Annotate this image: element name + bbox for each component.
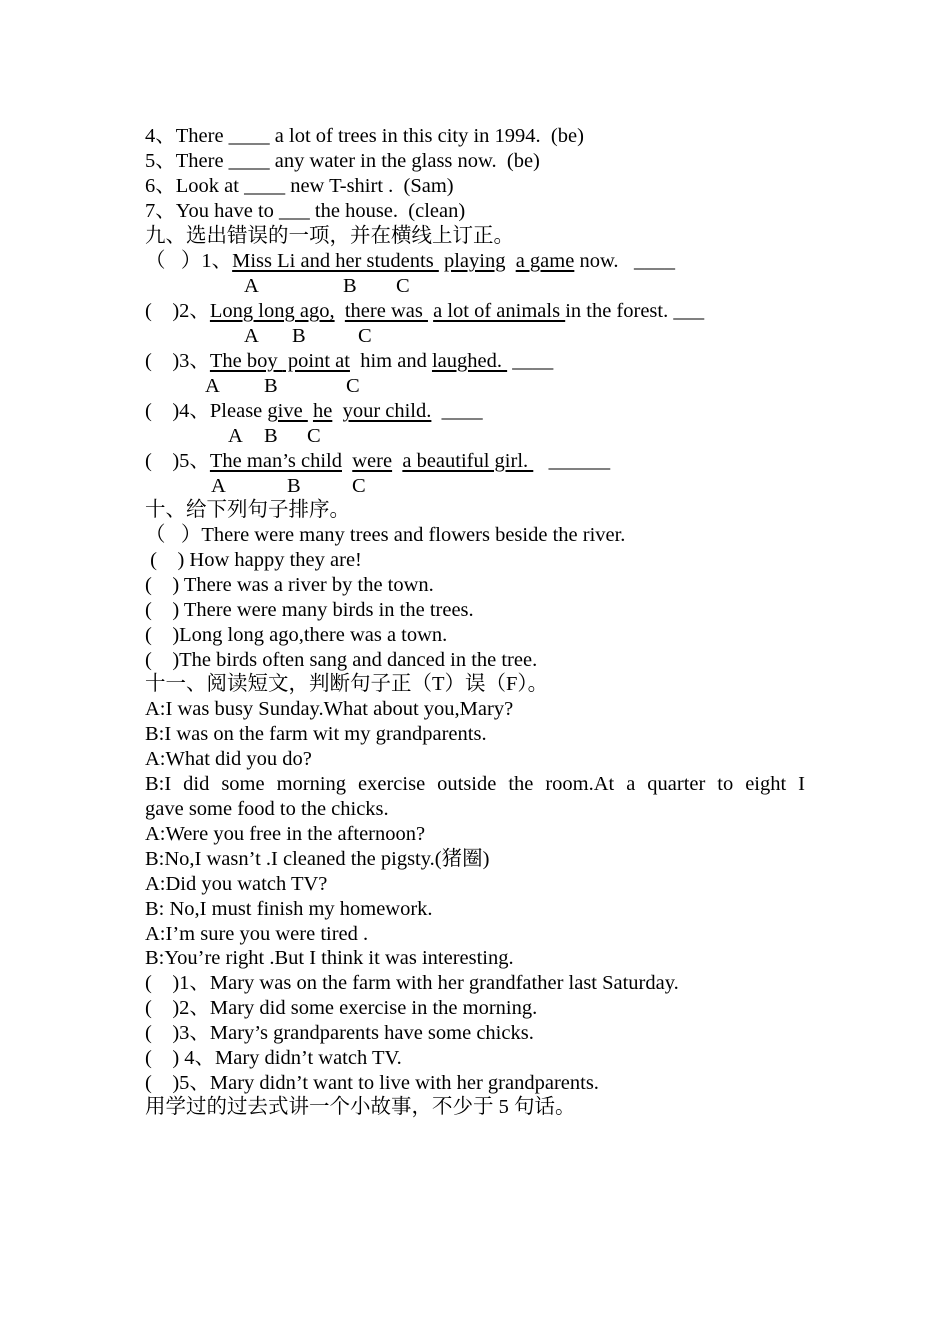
error-question-3: ( )3、The boy point at him and laughed. ____ bbox=[145, 350, 554, 372]
answer-blank: ____ bbox=[441, 400, 483, 422]
dialog-line: B:I was on the farm wit my grandparents. bbox=[145, 723, 487, 745]
tf-question: ( )1、Mary was on the farm with her grandfather last Saturday. bbox=[145, 972, 679, 994]
fill-in-item-6: 6、Look at ____ new T-shirt . (Sam) bbox=[145, 175, 454, 197]
tf-question: ( )3、Mary’s grandparents have some chicks. bbox=[145, 1022, 534, 1044]
answer-blank: ___ bbox=[673, 300, 705, 322]
dialog-line: A:Were you free in the afternoon? bbox=[145, 823, 426, 845]
tf-question: ( )5、Mary didn’t want to live with her grandparents. bbox=[145, 1072, 599, 1094]
error-question-1: （ ）1、Miss Li and her students playing a game now. ____ bbox=[145, 250, 675, 272]
ordering-item: （ ）There were many trees and flowers beside the river. bbox=[145, 524, 626, 546]
section-9-title: 九、选出错误的一项，并在横线上订正。 bbox=[145, 225, 514, 247]
ordering-item: ( )The birds often sang and danced in the tree. bbox=[145, 649, 538, 671]
label-c: C bbox=[396, 275, 410, 297]
option-b-text: were bbox=[352, 450, 393, 472]
answer-blank: ____ bbox=[228, 125, 270, 147]
label-b: B bbox=[264, 425, 278, 447]
option-a-text: The boy bbox=[209, 350, 283, 372]
error-question-2: ( )2、Long long ago, there was a lot of animals in the forest. ___ bbox=[145, 300, 705, 322]
ordering-item: ( ) How happy they are! bbox=[145, 549, 362, 571]
error-question-5: ( )5、The man’s child were a beautiful girl. ______ bbox=[145, 450, 611, 472]
ordering-item: ( )Long long ago,there was a town. bbox=[145, 624, 448, 646]
dialog-line: B: No,I must finish my homework. bbox=[145, 898, 433, 920]
dialog-line: A:I was busy Sunday.What about you,Mary? bbox=[145, 698, 514, 720]
label-b: B bbox=[287, 475, 301, 497]
section-10-title: 十、给下列句子排序。 bbox=[145, 499, 350, 521]
option-b-text: point at bbox=[282, 350, 350, 372]
ordering-item: ( ) There was a river by the town. bbox=[145, 574, 434, 596]
option-c-text: your child. bbox=[342, 400, 432, 422]
option-a-text: The man’s child bbox=[209, 450, 342, 472]
option-b-text: there was bbox=[344, 300, 428, 322]
option-c-text: a game bbox=[515, 250, 575, 272]
dialog-line: A:What did you do? bbox=[145, 748, 312, 770]
tf-question: ( ) 4、Mary didn’t watch TV. bbox=[145, 1047, 402, 1069]
error-question-4: ( )4、Please give he your child. ____ bbox=[145, 400, 483, 422]
writing-prompt: 用学过的过去式讲一个小故事，不少于 5 句话。 bbox=[145, 1096, 576, 1118]
option-a-text: Miss Li and her students bbox=[232, 250, 439, 272]
label-a: A bbox=[244, 325, 259, 347]
label-c: C bbox=[346, 375, 360, 397]
option-c-text: a beautiful girl. bbox=[402, 450, 534, 472]
dialog-line: A:Did you watch TV? bbox=[145, 873, 328, 895]
option-c-text: a lot of animals bbox=[433, 300, 566, 322]
label-c: C bbox=[358, 325, 372, 347]
label-a: A bbox=[211, 475, 226, 497]
fill-in-item-7: 7、You have to ___ the house. (clean) bbox=[145, 200, 466, 222]
answer-blank: ____ bbox=[512, 350, 554, 372]
label-b: B bbox=[292, 325, 306, 347]
option-a-text: Long long ago, bbox=[209, 300, 335, 322]
ordering-item: ( ) There were many birds in the trees. bbox=[145, 599, 474, 621]
dialog-line: B:I did some morning exercise outside the room.At a quarter to eight I bbox=[145, 773, 805, 795]
fill-in-item-5: 5、There ____ any water in the glass now. (be) bbox=[145, 150, 540, 172]
answer-blank: ____ bbox=[633, 250, 675, 272]
section-11-title: 十一、阅读短文，判断句子正（T）误（F）。 bbox=[145, 673, 549, 695]
option-b-text: he bbox=[312, 400, 333, 422]
label-b: B bbox=[264, 375, 278, 397]
label-a: A bbox=[228, 425, 243, 447]
fill-in-item-4: 4、There ____ a lot of trees in this city in 1994. (be) bbox=[145, 125, 584, 147]
dialog-line: B:No,I wasn’t .I cleaned the pigsty.(猪圈) bbox=[145, 848, 490, 870]
label-a: A bbox=[244, 275, 259, 297]
option-b-text: playing bbox=[443, 250, 506, 272]
option-a-text: give bbox=[267, 400, 308, 422]
option-c-text: laughed. bbox=[431, 350, 508, 372]
dialog-line: A:I’m sure you were tired . bbox=[145, 923, 369, 945]
label-b: B bbox=[343, 275, 357, 297]
answer-blank: ______ bbox=[548, 450, 611, 472]
answer-blank: ____ bbox=[228, 150, 270, 172]
label-a: A bbox=[205, 375, 220, 397]
dialog-line: gave some food to the chicks. bbox=[145, 798, 389, 820]
answer-blank: ____ bbox=[244, 175, 286, 197]
label-c: C bbox=[307, 425, 321, 447]
label-c: C bbox=[352, 475, 366, 497]
answer-blank: ___ bbox=[279, 200, 310, 222]
dialog-line: B:You’re right .But I think it was interesting. bbox=[145, 947, 514, 969]
tf-question: ( )2、Mary did some exercise in the morning. bbox=[145, 997, 538, 1019]
